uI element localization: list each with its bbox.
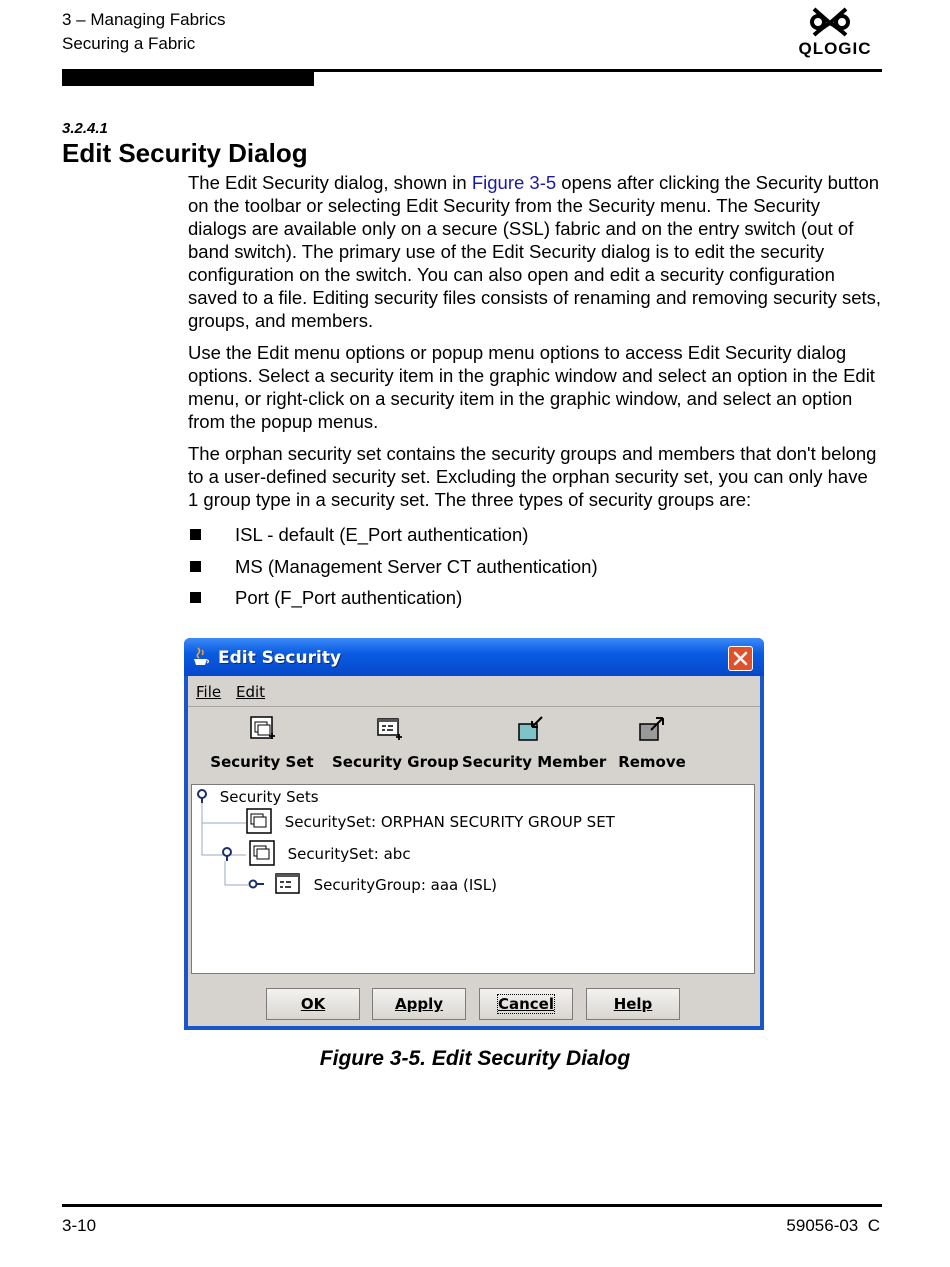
abc-set-label: SecuritySet: abc — [287, 845, 411, 863]
section-number: 3.2.4.1 — [62, 120, 108, 137]
header-block — [62, 72, 314, 86]
list-item-text: ISL - default (E_Port authentication) — [235, 524, 529, 545]
help-label: Help — [613, 995, 653, 1013]
security-group-label: Security Group — [332, 753, 459, 771]
security-group-icon — [377, 716, 403, 742]
security-group-node-icon — [275, 873, 301, 895]
list-item — [188, 555, 882, 587]
java-cup-icon — [192, 647, 210, 667]
section-title: Edit Security Dialog — [62, 138, 308, 168]
security-member-icon — [518, 716, 544, 742]
list-item-text: Port (F_Port authentication) — [235, 587, 463, 608]
dialog-button-row — [188, 980, 760, 1026]
security-group-types-list — [188, 523, 882, 618]
logo-wordmark: QLOGIC — [798, 39, 872, 58]
menu-edit[interactable]: Edit — [236, 683, 266, 701]
cancel-button[interactable] — [479, 988, 573, 1020]
menu-file[interactable]: File — [196, 683, 222, 701]
aaa-group-label: SecurityGroup: aaa (ISL) — [313, 876, 497, 894]
ok-button[interactable] — [266, 988, 360, 1020]
apply-button[interactable] — [372, 988, 466, 1020]
tree-node-orphan-set[interactable] — [246, 808, 615, 834]
section-header: Securing a Fabric — [62, 34, 196, 53]
list-item-text: MS (Management Server CT authentication) — [235, 555, 598, 577]
remove-button[interactable] — [604, 707, 700, 782]
security-set-node-icon — [249, 840, 275, 866]
tree-root-label: Security Sets — [219, 788, 319, 806]
security-set-label: Security Set — [210, 753, 314, 771]
security-set-button[interactable] — [210, 707, 314, 782]
document-id: 59056-03 C — [786, 1216, 880, 1235]
expand-handle-icon — [195, 788, 209, 804]
security-tree — [191, 784, 755, 974]
security-set-icon — [250, 716, 276, 742]
paragraph-2: Use the Edit menu options or popup menu options to access Edit Security dialog options. Select a security item in the graphic window and select an option in the Edit menu, or right-click on a security item in the graphic window, and select an option from the popup menus. — [188, 342, 875, 432]
tree-node-aaa-group[interactable] — [248, 873, 497, 895]
tree-root[interactable] — [195, 788, 319, 806]
menu-bar — [188, 676, 760, 707]
list-item — [188, 523, 882, 555]
list-item — [188, 586, 882, 618]
bullet-icon — [190, 592, 201, 603]
paragraph-3: The orphan security set contains the security groups and members that don't belong to a user-defined security set. Excluding the orphan security set, you can only have 1 group type in a security set. The three types of security groups are: — [188, 443, 877, 510]
figure-link[interactable]: Figure 3-5 — [471, 172, 557, 193]
dialog-body — [188, 676, 760, 1026]
cancel-label: Cancel — [497, 995, 554, 1013]
remove-icon — [639, 716, 665, 742]
apply-label: Apply — [394, 995, 443, 1013]
collapsed-handle-icon[interactable] — [248, 878, 264, 890]
paragraph-1 — [188, 171, 882, 332]
remove-label: Remove — [618, 753, 686, 771]
expand-handle-icon[interactable] — [220, 846, 234, 862]
chapter-header: 3 – Managing Fabrics — [62, 10, 226, 29]
security-member-button[interactable] — [462, 707, 607, 782]
toolbar — [190, 707, 730, 782]
security-member-label: Security Member — [462, 753, 607, 771]
figure-caption: Figure 3-5. Edit Security Dialog — [319, 1047, 631, 1070]
dialog-titlebar[interactable] — [184, 638, 764, 676]
qlogic-logo — [790, 5, 882, 61]
tree-node-abc-set[interactable] — [220, 840, 411, 866]
body-text — [188, 171, 882, 618]
security-group-button[interactable] — [332, 707, 459, 782]
paragraph-1-start: The Edit Security dialog, shown in — [188, 172, 472, 193]
bullet-icon — [190, 529, 201, 540]
close-icon — [729, 647, 752, 670]
edit-security-dialog — [184, 638, 764, 1030]
dialog-title: Edit Security — [218, 648, 342, 668]
help-button[interactable] — [586, 988, 680, 1020]
security-set-node-icon — [246, 808, 272, 834]
orphan-set-label: SecuritySet: ORPHAN SECURITY GROUP SET — [284, 813, 615, 831]
paragraph-1-rest: opens after clicking the Security button on the toolbar or selecting Edit Security from the Security menu. The Security dialogs are available only on a secure (SSL) fabric and on the entry switch (out of band switch). The primary use of the Edit Security dialog is to edit the security configuration on the switch. You can also open and edit a security configuration saved to a file. Editing security files consists of renaming and removing security sets, groups, and members. — [188, 172, 882, 331]
footer-rule — [62, 1204, 882, 1207]
ok-label: OK — [300, 995, 326, 1013]
page-number: 3-10 — [62, 1216, 97, 1235]
bullet-icon — [190, 561, 201, 572]
close-button[interactable] — [728, 646, 753, 671]
